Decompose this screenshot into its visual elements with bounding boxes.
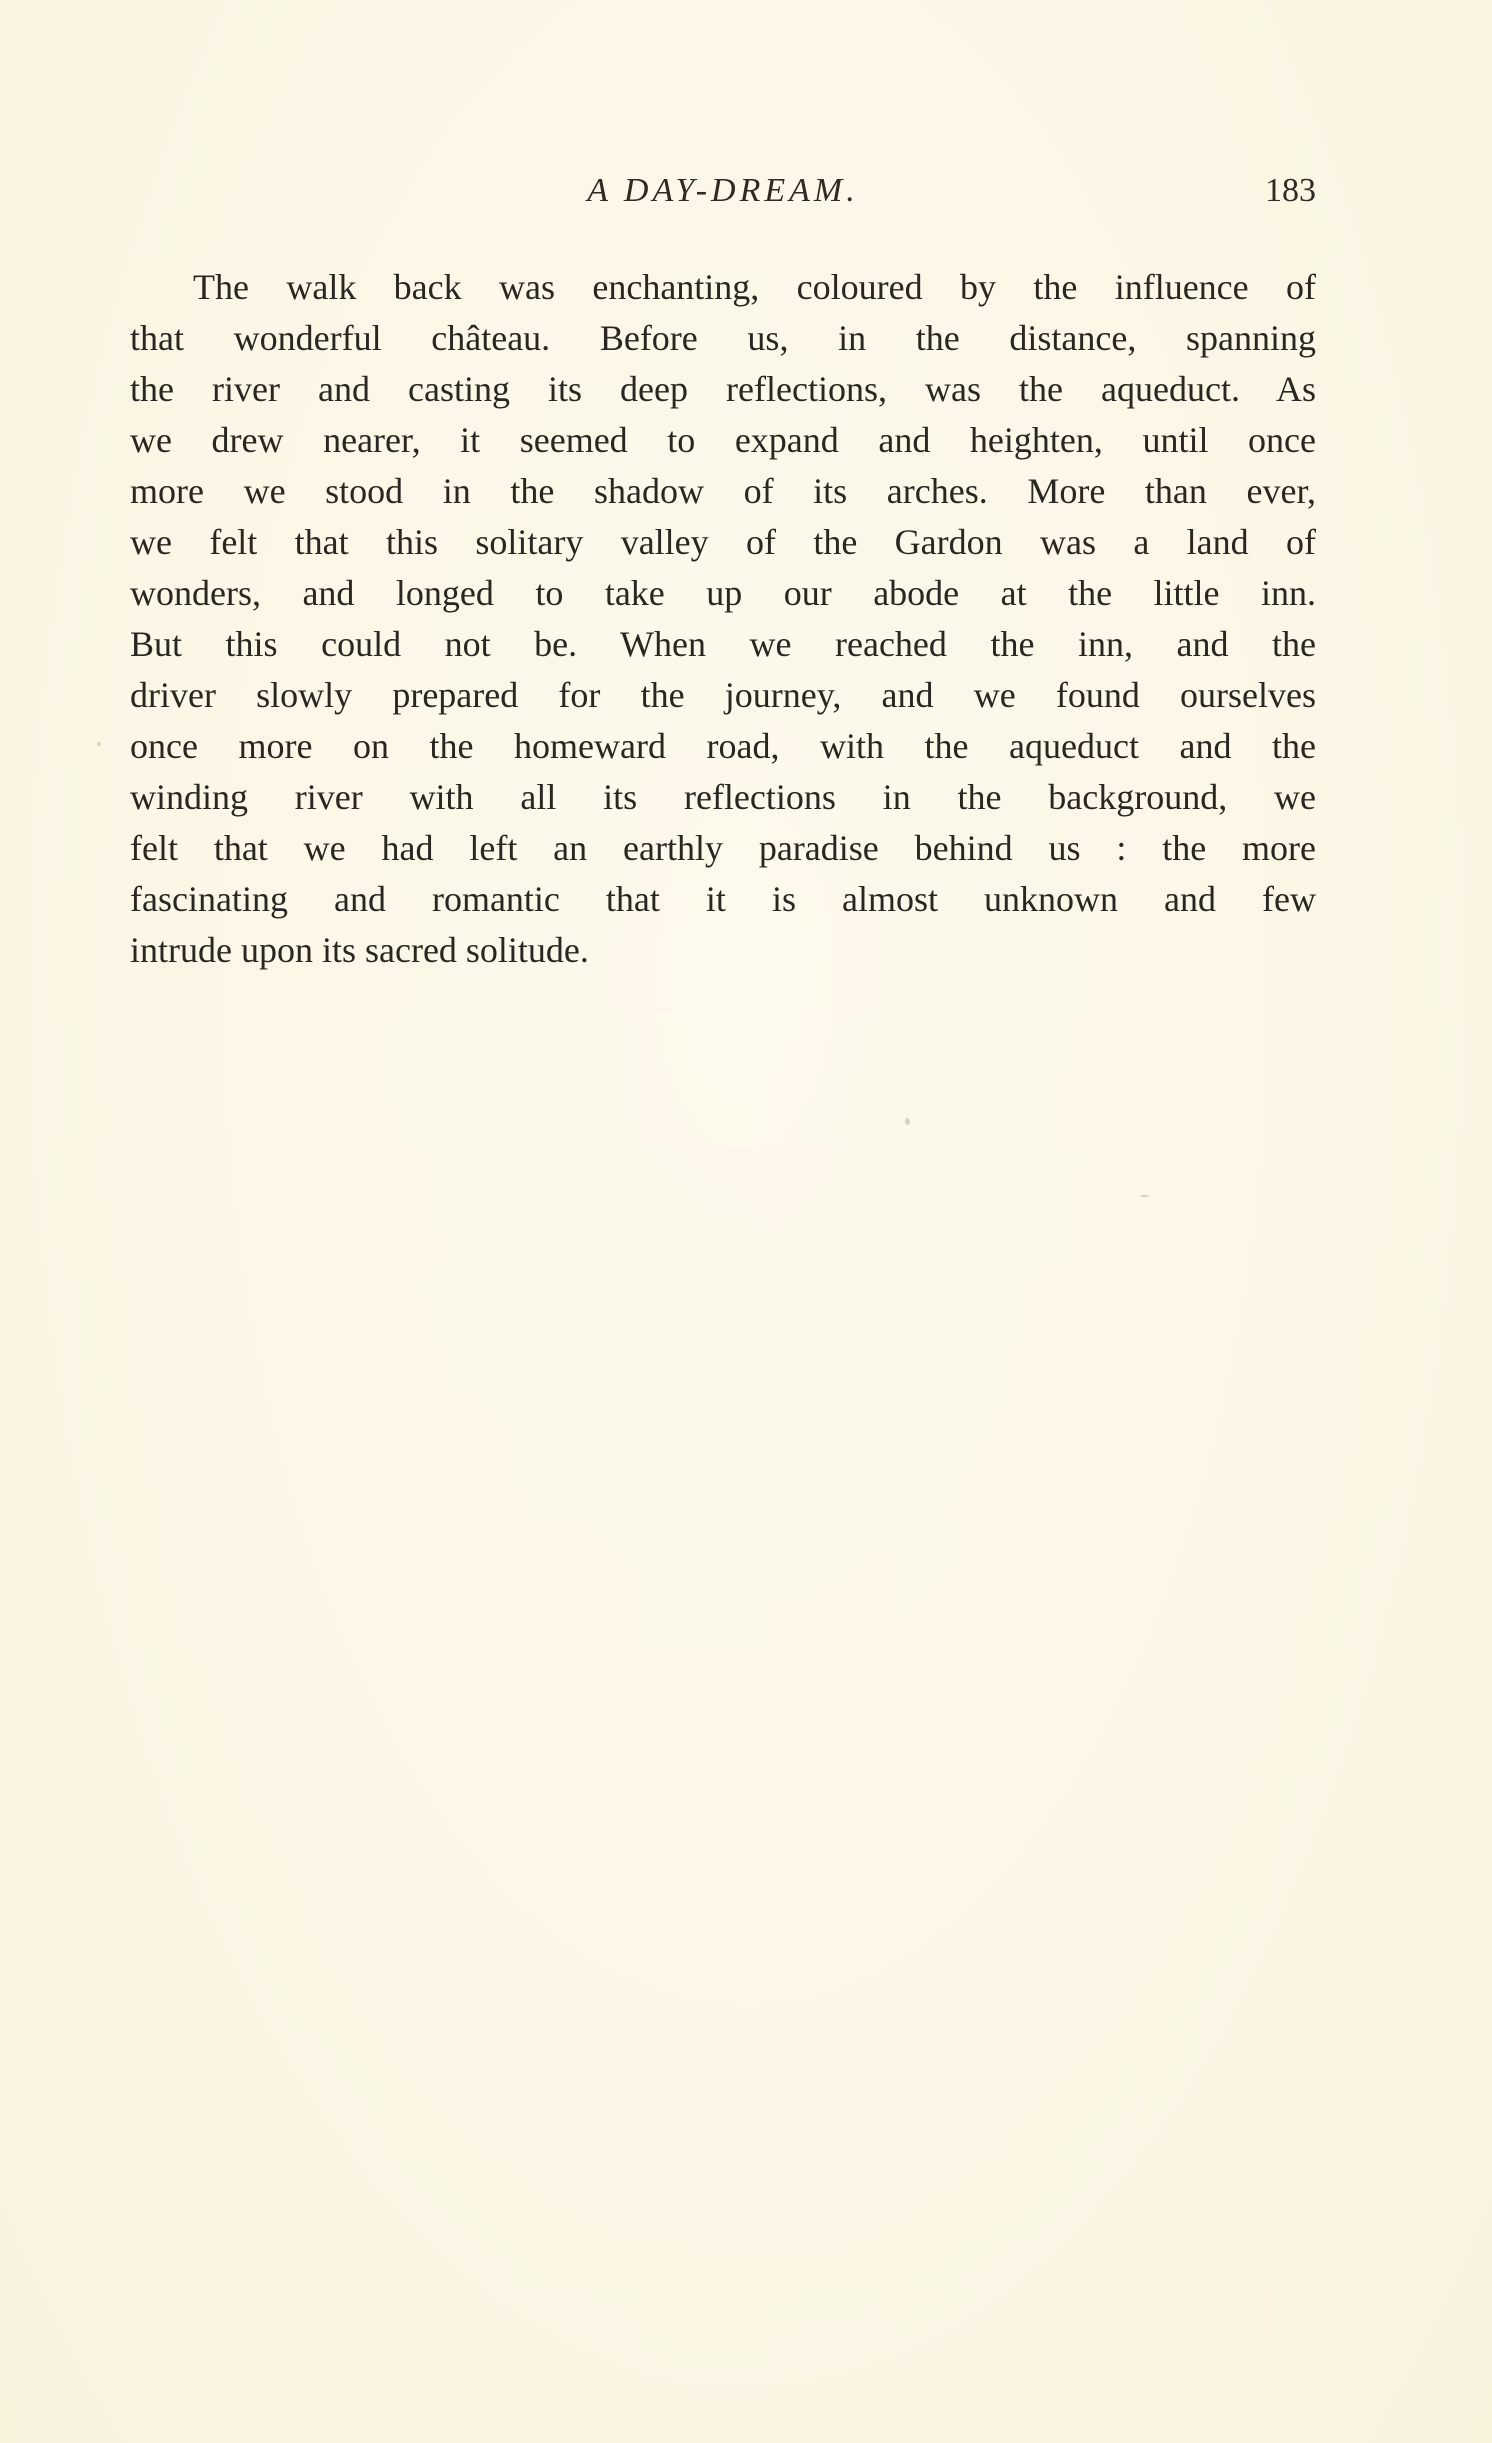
- text-line: fascinating and romantic that it is almost unknown and few: [130, 879, 1316, 919]
- text-line: felt that we had left an earthly paradise behind us : the more: [130, 828, 1316, 868]
- text-line: intrude upon its sacred solitude.: [130, 930, 589, 970]
- paper-speck: [905, 1118, 910, 1125]
- text-line: the river and casting its deep reflections, was the aqueduct. As: [130, 369, 1316, 409]
- text-line: we felt that this solitary valley of the Gardon was a land of: [130, 522, 1316, 562]
- text-line: once more on the homeward road, with the aqueduct and the: [130, 726, 1316, 766]
- text-line: wonders, and longed to take up our abode at the little inn.: [130, 573, 1316, 613]
- text-line: winding river with all its reflections in the background, we: [130, 777, 1316, 817]
- paper-speck: [1140, 1195, 1149, 1197]
- text-line: driver slowly prepared for the journey, and we found ourselves: [130, 675, 1316, 715]
- text-line: The walk back was enchanting, coloured by the influence of: [193, 267, 1316, 307]
- paper-speck: [97, 742, 101, 746]
- text-line: more we stood in the shadow of its arches. More than ever,: [130, 471, 1316, 511]
- page-number: 183: [1265, 172, 1316, 209]
- running-title: A DAY-DREAM.: [587, 172, 859, 209]
- text-line: that wonderful château. Before us, in the distance, spanning: [130, 318, 1316, 358]
- body-paragraph: [130, 262, 1316, 976]
- text-line: we drew nearer, it seemed to expand and heighten, until once: [130, 420, 1316, 460]
- text-line: But this could not be. When we reached the inn, and the: [130, 624, 1316, 664]
- running-head: [130, 172, 1316, 222]
